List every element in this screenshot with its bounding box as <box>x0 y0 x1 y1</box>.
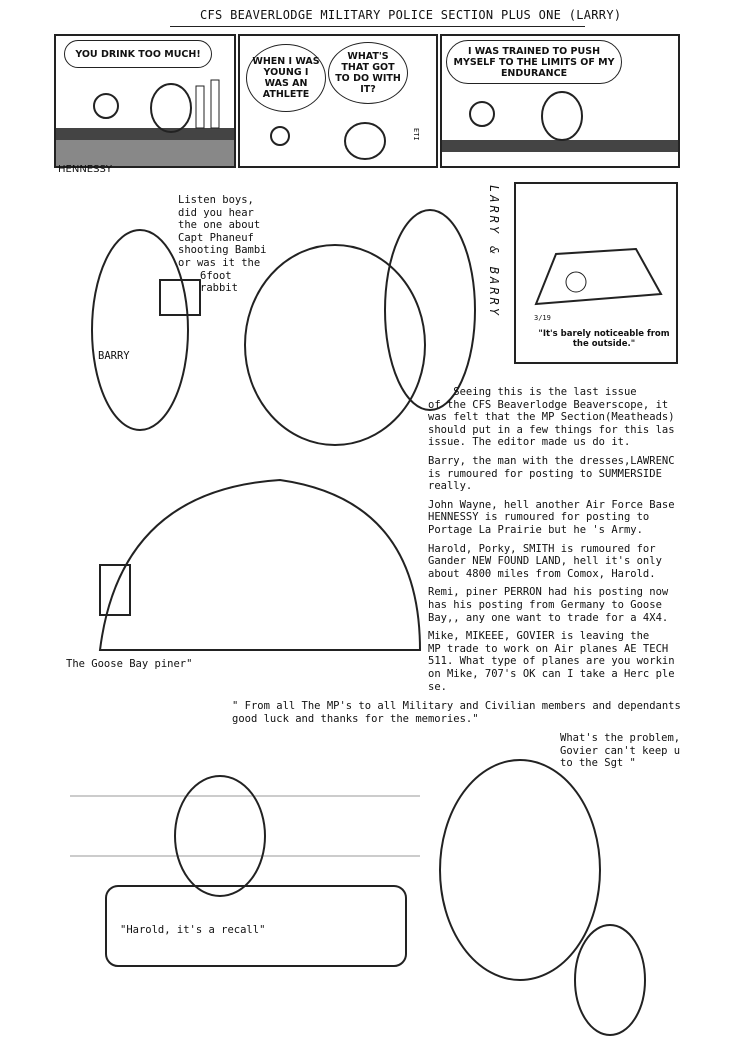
paragraph-john-wayne: John Wayne, hell another Air Force Base HENNESSY is rumoured for posting to Portage La Prairie but he 's Army. <box>428 498 675 536</box>
comic-panel-1 <box>54 34 236 168</box>
comic-strip <box>54 34 682 175</box>
speech-bubble: YOU DRINK TOO MUCH! <box>64 40 212 68</box>
bar-counter-drawing <box>56 36 234 166</box>
bath-cartoon <box>70 736 420 986</box>
speech-bubble-right: WHAT'S THAT GOT TO DO WITH IT? <box>328 42 408 104</box>
characters-drawing <box>240 36 436 166</box>
article-notes <box>428 455 675 693</box>
speech-text: Listen boys, did you hear the one about Capt Phaneuf shooting Bambi or was it the 6foot rabbit <box>178 194 267 295</box>
strip-title: HENNESSY <box>58 164 112 175</box>
date-label: 3/19 <box>534 314 551 322</box>
paragraph-remi: Remi, piner PERRON had his posting now has his posting from Germany to Goose Bay,, any one want to trade for a 4X4. <box>428 586 669 624</box>
paragraph-barry: Barry, the man with the dresses,LAWRENC is rumoured for posting to SUMMERSIDE really. <box>428 455 675 493</box>
paragraph-mike: Mike, MIKEEE, GOVIER is leaving the MP trade to work on Air planes AE TECH 511. What type of planes are you workin on Mike, 707's OK can I take a Herc ple se. <box>428 630 675 693</box>
pigs-cartoon <box>80 180 480 460</box>
goose-cartoon <box>60 460 440 680</box>
car-cartoon-panel <box>514 182 678 364</box>
comic-panel-2 <box>238 34 438 168</box>
artist-signature: ETI <box>412 128 420 141</box>
speech-bubble: I WAS TRAINED TO PUSH MYSELF TO THE LIMITS OF MY ENDURANCE <box>446 40 622 84</box>
speech-bubble-left: WHEN I WAS YOUNG I WAS AN ATHLETE <box>246 44 326 112</box>
bath-caption: "Harold, it's a recall" <box>120 924 266 936</box>
closing-remark: " From all The MP's to all Military and Civilian members and dependants good luck and thanks for the memories." <box>232 700 681 725</box>
comic-panel-3 <box>440 34 680 168</box>
pigs-drawing <box>80 180 480 460</box>
bar-scene-drawing <box>442 36 678 166</box>
car-caption: "It's barely noticeable from the outside." <box>538 329 670 349</box>
page-title: CFS BEAVERLODGE MILITARY POLICE SECTION PLUS ONE (LARRY) <box>200 8 622 22</box>
title-underline <box>170 26 585 27</box>
paragraph-harold: Harold, Porky, SMITH is rumoured for Gander NEW FOUND LAND, hell it's only about 4800 miles from Comox, Harold. <box>428 542 662 580</box>
article-body <box>428 386 675 449</box>
label-barry: BARRY <box>98 350 130 362</box>
bath-drawing <box>70 736 420 986</box>
vertical-caption: LARRY & BARRY <box>487 185 501 318</box>
goose-drawing <box>60 460 440 680</box>
standing-pig-speech: What's the problem, Govier can't keep u to the Sgt " <box>560 732 681 770</box>
intro-paragraph: Seeing this is the last issue of the CFS Beaverlodge Beaverscope, it was felt that the MP Section(Meatheads) should put in a few things for this las issue. The editor made us do it. <box>428 386 675 449</box>
goose-caption: The Goose Bay piner" <box>66 658 193 670</box>
